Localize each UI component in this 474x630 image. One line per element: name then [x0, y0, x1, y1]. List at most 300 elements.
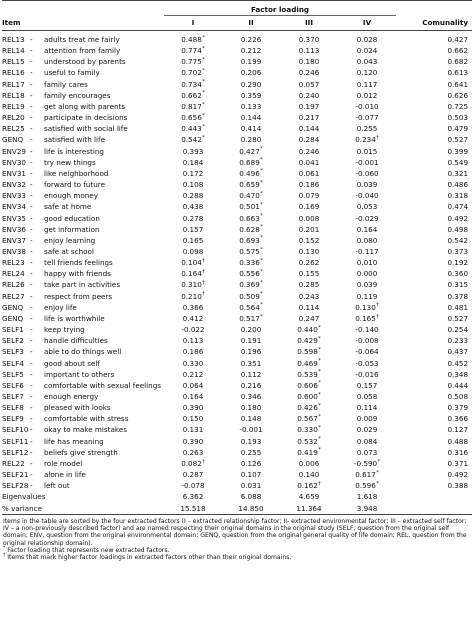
table-row — [2, 56, 472, 67]
table-row — [2, 279, 472, 290]
loading-mark: † — [376, 135, 379, 142]
table-row — [2, 213, 472, 224]
loading-value: 0.567 — [297, 414, 318, 424]
item-separator: - — [30, 269, 33, 279]
item-label: safe at school — [44, 246, 94, 256]
loading-value: 0.150 — [182, 414, 204, 424]
table-row — [2, 134, 472, 145]
item-separator: - — [30, 180, 33, 190]
factor-loading-cell — [280, 134, 338, 145]
loading-value: 0.193 — [240, 436, 262, 446]
item-label: useful to family — [44, 68, 100, 78]
factor-loading-cell — [222, 436, 280, 447]
item-separator: - — [30, 380, 33, 390]
factor-loading-cell — [280, 335, 338, 346]
factor-loading-cell — [338, 246, 396, 257]
loading-value: 0.057 — [298, 79, 320, 89]
loading-value: 0.556 — [239, 269, 260, 279]
item-separator: - — [30, 358, 33, 368]
item-separator: - — [30, 481, 33, 491]
item-label: adults treat me fairly — [44, 35, 120, 44]
factor-loading-cell — [222, 56, 280, 67]
factor-loading-cell — [222, 123, 280, 134]
loading-value: 0.112 — [240, 369, 262, 379]
factor-loading-cell — [280, 346, 338, 357]
summary-value: 3.948 — [356, 503, 378, 513]
factor-loading-cell — [222, 480, 280, 491]
comunality-cell: 0.316 — [447, 447, 469, 457]
summary-row — [2, 491, 472, 502]
item-code: REL17 — [2, 79, 25, 89]
item-label: able to do things well — [44, 347, 122, 357]
item-separator: - — [30, 224, 33, 234]
factor-loading-cell — [338, 369, 396, 380]
factor-loading-cell — [164, 79, 222, 90]
item-code: SELF21 — [2, 470, 29, 480]
item-separator: - — [30, 35, 33, 44]
loading-value: 0.196 — [240, 347, 262, 357]
loading-value: 0.199 — [240, 57, 262, 67]
table-row — [2, 436, 472, 447]
item-label: life is interesting — [44, 146, 104, 156]
loading-value: 0.255 — [356, 124, 378, 134]
loading-value: 0.284 — [298, 135, 320, 145]
item-code: ENV31 — [2, 168, 26, 178]
comunality-cell: 0.641 — [447, 79, 469, 89]
loading-mark: * — [260, 257, 263, 264]
item-label: satisfied with life — [44, 135, 105, 145]
factor-loading-cell — [338, 201, 396, 212]
loading-value: 0.429 — [297, 336, 318, 346]
factor-loading-cell — [222, 134, 280, 145]
factor-loading-cell — [222, 302, 280, 313]
loading-value: 0.287 — [182, 470, 204, 480]
loading-value: 0.517 — [239, 313, 260, 323]
loading-mark: * — [260, 179, 263, 186]
factor-loading-cell — [222, 101, 280, 112]
comunality-cell: 0.127 — [447, 425, 469, 435]
loading-value: 0.369 — [239, 280, 260, 290]
loading-value: 0.440 — [297, 325, 318, 335]
loading-value: -0.001 — [355, 157, 379, 167]
factor-iv-header: IV — [362, 18, 372, 28]
loading-value: 0.164 — [181, 269, 202, 279]
loading-mark: * — [260, 313, 263, 320]
loading-value: 0.041 — [298, 157, 320, 167]
factor-loading-cell — [222, 257, 280, 268]
factor-loading-cell — [164, 268, 222, 279]
factor-loading-cell — [222, 224, 280, 235]
loading-value: -0.010 — [355, 101, 379, 111]
loading-value: 0.734 — [181, 79, 202, 89]
item-code: ENV35 — [2, 213, 26, 223]
loading-mark: * — [318, 425, 321, 432]
comunality-cell: 0.474 — [447, 202, 469, 212]
item-code: REL26 — [2, 280, 25, 290]
summary-value: 11.364 — [296, 503, 322, 513]
factor-loading-cell — [222, 201, 280, 212]
loading-value: 0.412 — [182, 313, 204, 323]
factor-loading-cell — [338, 391, 396, 402]
factor-loading-cell — [222, 31, 280, 46]
table-row — [2, 480, 472, 491]
loading-value: 0.201 — [298, 224, 320, 234]
factor-loading-cell — [222, 469, 280, 480]
loading-mark: † — [202, 291, 205, 298]
loading-value: 0.240 — [298, 90, 320, 100]
comunality-cell: 0.549 — [447, 157, 469, 167]
factor-loading-cell — [164, 213, 222, 224]
item-separator: - — [30, 235, 33, 245]
item-label: handle difficulties — [44, 336, 108, 346]
factor-loading-cell — [338, 67, 396, 78]
factor-loading-cell — [164, 123, 222, 134]
loading-value: 0.157 — [182, 224, 204, 234]
item-code: REL24 — [2, 269, 25, 279]
item-code: REL16 — [2, 68, 25, 78]
loading-value: 0.140 — [298, 470, 320, 480]
item-label: participate in decisions — [44, 113, 128, 123]
loading-value: 0.542 — [181, 135, 202, 145]
factor-loading-cell — [338, 157, 396, 168]
item-label: respect from peers — [44, 291, 113, 301]
summary-value: 4.659 — [298, 492, 320, 502]
loading-value: 0.079 — [298, 191, 320, 201]
loading-value: 0.346 — [240, 392, 262, 401]
factor-loading-cell — [222, 67, 280, 78]
factor-loading-cell — [338, 224, 396, 235]
factor-loading-cell — [164, 358, 222, 369]
factor-loading-cell — [164, 424, 222, 435]
loading-value: 0.774 — [181, 46, 202, 56]
loading-value: 0.575 — [239, 246, 260, 256]
loading-value: 0.039 — [356, 280, 378, 290]
item-label: happy with friends — [44, 269, 111, 279]
factor-loading-cell — [280, 358, 338, 369]
loading-value: 0.470 — [239, 191, 260, 201]
loading-value: 0.390 — [182, 403, 204, 413]
item-separator: - — [30, 213, 33, 223]
factor-loading-table — [2, 0, 472, 515]
factor-loading-cell — [164, 257, 222, 268]
item-label: important to others — [44, 369, 115, 379]
loading-value: 0.113 — [182, 336, 204, 346]
loading-value: 0.216 — [240, 380, 262, 390]
loading-value: 0.165 — [355, 313, 376, 323]
factor-loading-cell — [338, 424, 396, 435]
loading-value: 0.061 — [298, 168, 320, 178]
loading-value: 0.359 — [240, 90, 262, 100]
comunality-cell: 0.388 — [447, 481, 469, 491]
loading-value: 0.246 — [298, 68, 320, 78]
loading-value: 0.148 — [240, 414, 262, 424]
factor-loading-cell — [338, 458, 396, 469]
comunality-cell: 0.527 — [447, 313, 469, 323]
table-row — [2, 268, 472, 279]
item-label: get along with parents — [44, 101, 126, 111]
loading-value: 0.131 — [182, 425, 204, 435]
item-code: REL19 — [2, 101, 25, 111]
table-row — [2, 201, 472, 212]
factor-loading-cell — [164, 279, 222, 290]
factor-loading-cell — [338, 235, 396, 246]
item-label: comfortable with sexual feelings — [44, 380, 162, 390]
item-separator: - — [30, 135, 33, 145]
factor-ii-header: II — [248, 18, 254, 28]
factor-loading-cell — [164, 324, 222, 335]
table-row — [2, 402, 472, 413]
factor-loading-cell — [222, 391, 280, 402]
loading-value: 0.702 — [181, 68, 202, 78]
item-code: SELF7 — [2, 392, 24, 401]
item-label: get information — [44, 224, 100, 234]
item-separator: - — [30, 191, 33, 201]
factor-loading-cell — [164, 179, 222, 190]
loading-value: -0.140 — [355, 325, 379, 335]
item-separator: - — [30, 392, 33, 401]
loading-value: 0.162 — [297, 481, 318, 491]
table-row — [2, 424, 472, 435]
loading-value: -0.008 — [355, 336, 379, 346]
loading-mark: * — [260, 291, 263, 298]
factor-loading-cell — [280, 235, 338, 246]
factor-loading-cell — [222, 268, 280, 279]
loading-value: 0.600 — [297, 392, 318, 401]
item-label: good education — [44, 213, 100, 223]
loading-mark: * — [318, 380, 321, 387]
loading-mark: * — [202, 79, 205, 86]
comunality-cell: 0.725 — [447, 101, 469, 111]
summary-label: Eigenvalues — [2, 492, 46, 502]
loading-value: 0.164 — [356, 224, 378, 234]
factor-loading-cell — [280, 313, 338, 324]
item-separator: - — [30, 146, 33, 156]
factor-loading-cell — [222, 358, 280, 369]
item-code: ENV34 — [2, 202, 26, 212]
loading-value: 0.172 — [182, 168, 204, 178]
loading-value: 0.080 — [356, 235, 378, 245]
factor-loading-cell — [280, 257, 338, 268]
loading-value: -0.016 — [355, 369, 379, 379]
comunality-cell: 0.371 — [447, 458, 469, 468]
loading-value: 0.393 — [182, 146, 204, 156]
factor-loading-cell — [280, 391, 338, 402]
comunality-cell: 0.542 — [447, 235, 469, 245]
item-label: keep trying — [44, 325, 85, 335]
item-separator: - — [30, 57, 33, 67]
loading-mark: † — [318, 480, 321, 487]
factor-loading-cell — [164, 45, 222, 56]
table-row — [2, 291, 472, 302]
loading-value: 0.184 — [182, 157, 204, 167]
factor-loading-cell — [280, 246, 338, 257]
factor-loading-cell — [338, 190, 396, 201]
factor-loading-cell — [222, 346, 280, 357]
factor-loading-cell — [164, 458, 222, 469]
item-code: SELF11 — [2, 436, 29, 446]
summary-value: 15.518 — [180, 503, 206, 513]
loading-value: 0.330 — [182, 358, 204, 368]
comunality-cell: 0.488 — [447, 436, 469, 446]
loading-value: 0.443 — [181, 124, 202, 134]
comunality-cell: 0.437 — [447, 347, 469, 357]
comunality-cell: 0.682 — [447, 57, 469, 67]
factor-loading-cell — [222, 179, 280, 190]
loading-value: 0.330 — [297, 425, 318, 435]
loading-value: 0.775 — [181, 57, 202, 67]
table-row — [2, 246, 472, 257]
table-row — [2, 190, 472, 201]
table-row — [2, 146, 472, 157]
item-label: alone in life — [44, 470, 86, 480]
factor-loading-cell — [338, 45, 396, 56]
table-row — [2, 235, 472, 246]
loading-value: 0.043 — [356, 57, 378, 67]
factor-loading-cell — [164, 402, 222, 413]
item-label: good about self — [44, 358, 100, 368]
factor-loading-cell — [280, 424, 338, 435]
table-row — [2, 157, 472, 168]
factor-loading-cell — [222, 369, 280, 380]
loading-value: 0.012 — [356, 90, 378, 100]
loading-value: 0.031 — [240, 481, 262, 491]
factor-loading-cell — [338, 90, 396, 101]
factor-loading-cell — [338, 257, 396, 268]
comunality-cell: 0.492 — [447, 470, 469, 480]
item-label: safe at home — [44, 202, 92, 212]
loading-mark: * — [318, 369, 321, 376]
factor-loading-cell — [338, 436, 396, 447]
factor-loading-cell — [280, 469, 338, 480]
loading-value: 0.617 — [355, 470, 376, 480]
item-separator: - — [30, 425, 33, 435]
summary-value: 1.618 — [356, 492, 378, 502]
loading-value: 0.255 — [240, 447, 262, 457]
loading-value: 0.058 — [356, 392, 378, 401]
factor-loading-cell — [164, 469, 222, 480]
comunality-cell: 0.366 — [447, 414, 469, 424]
factor-loading-cell — [338, 79, 396, 90]
factor-loading-cell — [280, 45, 338, 56]
loading-value: 0.427 — [239, 146, 260, 156]
loading-value: 0.662 — [181, 90, 202, 100]
loading-mark: † — [376, 313, 379, 320]
loading-value: 0.064 — [182, 380, 204, 390]
factor-loading-cell — [338, 31, 396, 46]
table-row — [2, 123, 472, 134]
item-code: SELF3 — [2, 347, 24, 357]
item-separator: - — [30, 470, 33, 480]
star-mark: * — [3, 545, 6, 551]
note-star-text: Factor loading that represents new extracted factors. — [7, 546, 170, 554]
loading-mark: * — [318, 436, 321, 443]
item-label: take part in activities — [44, 280, 121, 290]
loading-value: 0.028 — [356, 35, 378, 44]
item-separator: - — [30, 46, 33, 56]
table-row — [2, 112, 472, 123]
factor-loading-cell — [222, 79, 280, 90]
factor-loading-cell — [222, 235, 280, 246]
table-row — [2, 45, 472, 56]
factor-loading-cell — [222, 146, 280, 157]
factor-loading-cell — [338, 346, 396, 357]
loading-value: 0.693 — [239, 235, 260, 245]
item-code: GENQ — [2, 302, 24, 312]
summary-label: % variance — [2, 503, 43, 513]
loading-value: 0.082 — [181, 458, 202, 468]
factor-loading-cell — [280, 123, 338, 134]
item-code: ENV37 — [2, 235, 26, 245]
item-code: GENQ — [2, 135, 24, 145]
factor-loading-cell — [164, 346, 222, 357]
factor-loading-cell — [164, 146, 222, 157]
factor-loading-cell — [280, 146, 338, 157]
loading-value: 0.155 — [298, 269, 320, 279]
loading-value: 0.029 — [356, 425, 378, 435]
item-code: ENV32 — [2, 180, 26, 190]
table-row — [2, 79, 472, 90]
comunality-cell: 0.626 — [447, 90, 469, 100]
item-separator: - — [30, 336, 33, 346]
factor-loading-cell — [280, 402, 338, 413]
factor-loading-cell — [338, 324, 396, 335]
loading-value: 0.157 — [356, 380, 378, 390]
factor-loading-cell — [280, 413, 338, 424]
loading-value: 0.438 — [182, 202, 204, 212]
loading-value: 0.390 — [182, 436, 204, 446]
loading-value: 0.532 — [297, 436, 318, 446]
item-code: SELF12 — [2, 447, 29, 457]
loading-value: 0.212 — [182, 369, 204, 379]
table-row — [2, 458, 472, 469]
note-dagger-text: Items that mark higher factor loadings in extracted factors other than their original domains. — [7, 554, 292, 562]
table-notes — [2, 518, 472, 562]
factor-loading-cell — [164, 224, 222, 235]
item-label: okay to make mistakes — [44, 425, 127, 435]
table-row — [2, 324, 472, 335]
loading-value: 0.243 — [298, 291, 320, 301]
table-row — [2, 346, 472, 357]
loading-value: 0.598 — [297, 347, 318, 357]
factor-loading-cell — [280, 112, 338, 123]
factor-loading-cell — [280, 324, 338, 335]
loading-value: 0.180 — [240, 403, 262, 413]
factor-loading-cell — [338, 134, 396, 145]
factor-loading-cell — [280, 31, 338, 46]
loading-value: 0.659 — [239, 180, 260, 190]
item-separator: - — [30, 113, 33, 123]
factor-loading-cell — [222, 90, 280, 101]
loading-value: 0.200 — [240, 325, 262, 335]
loading-value: 0.107 — [240, 470, 262, 480]
factor-loading-cell — [280, 79, 338, 90]
loading-value: 0.426 — [297, 403, 318, 413]
comunality-cell: 0.315 — [447, 280, 469, 290]
item-code: REL14 — [2, 46, 25, 56]
item-separator: - — [30, 313, 33, 323]
item-label: enough money — [44, 191, 98, 201]
item-code: ENV33 — [2, 191, 26, 201]
factor-loading-cell — [280, 190, 338, 201]
loading-value: -0.001 — [239, 425, 263, 435]
item-label: like neighborhood — [44, 168, 109, 178]
factor-loading-cell — [164, 369, 222, 380]
comunality-cell: 0.254 — [447, 325, 469, 335]
factor-loading-cell — [338, 358, 396, 369]
factor-loading-cell — [338, 168, 396, 179]
item-separator: - — [30, 246, 33, 256]
loading-value: 0.130 — [298, 246, 320, 256]
